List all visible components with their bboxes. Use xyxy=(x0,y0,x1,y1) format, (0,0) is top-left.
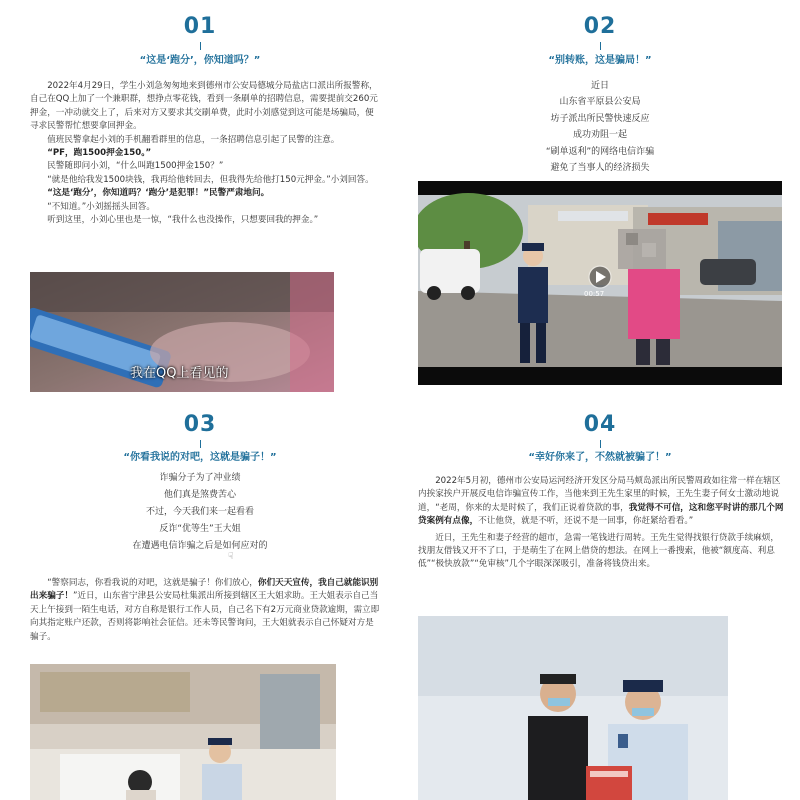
paragraph-part: 2022年5月初，德州市公安局运河经济开发区分局马颊岛派出所民警周政如往常一样在辖区内挨家挨户开展反电信诈骗宣传工作，当他来到王先生家里的时候，王先生妻子何女士激动地说道，“老周，你来的太是时候了，我们正说着贷款的事， xyxy=(418,476,781,513)
hand-icon: ☟ xyxy=(228,552,234,562)
section-subtitle: “你看我说的对吧，这就是骗子！” xyxy=(123,452,277,463)
video-duration: 00:57 xyxy=(584,290,605,298)
paragraph: “就是他给我发1500块钱，我再给他转回去，但我得先给他打150元押金。”小刘回答。 xyxy=(47,174,374,185)
intro-line: 避免了当事人的经济损失 xyxy=(550,163,650,174)
video-caption: 我在QQ上看见的 xyxy=(130,366,229,381)
section-04 xyxy=(400,400,800,800)
quote-bold: “这是‘跑分’，你知道吗？‘跑分’是犯罪！”民警严肃地问。 xyxy=(47,188,270,199)
street-scene-image xyxy=(418,181,782,385)
number-divider xyxy=(200,440,201,448)
paragraph: 近日，王先生和妻子经营的超市，急需一笔钱进行周转。王先生觉得找银行贷款手续麻烦，找朋友借钱又开不了口，于是萌生了在网上借贷的想法。在网上一番搜索，他被“额度高、利息低”“极快放款”“免审核”几个字眼深深吸引，准备将钱贷出来。 xyxy=(418,532,779,570)
paragraph-part: 不让他贷，就是不听，还说不是一回事，你赶紧给看看。” xyxy=(478,516,694,527)
intro-line: 坊子派出所民警快速反应 xyxy=(550,113,650,124)
officer-and-man-image xyxy=(418,616,728,800)
section-number: 01 xyxy=(183,14,217,39)
article-body xyxy=(30,577,382,644)
paragraph-part: ”近日，山东省宁津县公安局杜集派出所接到辖区王大姐求助。王大姐表示自己当天上午接到一陌生电话，对方自称是银行工作人员，自己名下有2万元商业贷款逾期，需立即向其指定账户还款，否则将影响社会征信。还未等民警询问，王大姐就表示自己怀疑对方是骗子。 xyxy=(30,591,380,642)
section-02 xyxy=(400,0,800,400)
police-badge-icon xyxy=(618,734,628,748)
section-number: 04 xyxy=(583,412,617,437)
intro-line: 山东省平原县公安局 xyxy=(559,97,641,108)
paragraph-part: “警察同志，你看我说的对吧，这就是骗子！你们放心， xyxy=(47,578,258,588)
paragraph: 值班民警拿起小刘的手机翻看群里的信息，一条招聘信息引起了民警的注意。 xyxy=(47,134,340,145)
paragraph: 民警随即问小刘，“什么叫跑1500押金150？” xyxy=(47,161,224,172)
intro-line: 不过，今天我们来一起看看 xyxy=(145,507,254,517)
intro-line: 近日 xyxy=(590,81,609,91)
number-divider xyxy=(600,42,601,50)
section-01 xyxy=(0,0,400,400)
loan-check-photo xyxy=(418,616,728,800)
play-icon xyxy=(589,266,611,288)
article-body xyxy=(418,475,784,572)
article-body xyxy=(30,80,382,227)
section-03 xyxy=(0,400,400,800)
quote-bold: “PF，跑1500押金150。” xyxy=(47,148,152,159)
intro-line: 成功劝阻一起 xyxy=(572,130,627,141)
video-still-phone[interactable] xyxy=(30,272,334,392)
intro-line: 他们真是煞费苦心 xyxy=(163,490,236,500)
intro-line: 反诈“优等生”王大姐 xyxy=(159,524,241,534)
intro-line: 在遭遇电信诈骗之后是如何应对的 xyxy=(132,541,268,551)
number-divider xyxy=(600,440,601,448)
paragraph: 听到这里，小刘心里也是一惊，“我什么也没操作，只想要回我的押金。” xyxy=(47,215,319,226)
intro-lines xyxy=(80,470,320,555)
intro-line: 诈骗分子为了冲业绩 xyxy=(159,473,241,483)
police-office-image xyxy=(30,664,336,800)
number-divider xyxy=(200,42,201,50)
paragraph: 2022年4月29日，学生小刘急匆匆地来到德州市公安局德城分局盐店口派出所报警称，自己在QQ上加了一个兼职群，想挣点零花钱，看到一条刷单的招聘信息，需要提前交260元押金，一冲动就交上了，后来对方又要求其交刷单费，此时小刘感觉到这可能是场骗局，便寻求民警帮忙想要拿回押金。 xyxy=(30,81,378,132)
section-subtitle: “这是‘跑分’，你知道吗？” xyxy=(139,55,261,66)
intro-lines xyxy=(490,78,710,176)
section-subtitle: “幸好你来了，不然就被骗了！” xyxy=(528,452,672,463)
section-number: 03 xyxy=(183,412,217,437)
paragraph: “不知道。”小刘摇摇头回答。 xyxy=(47,201,155,212)
video-player[interactable] xyxy=(418,181,782,385)
intro-line: “刷单返利”的网络电信诈骗 xyxy=(545,146,655,157)
paragraph-bold: 我觉得不可信，这和您平时讲的那几个网贷案例有点像， xyxy=(418,502,784,527)
section-number: 02 xyxy=(583,14,617,39)
section-subtitle: “别转账，这是骗局！” xyxy=(548,55,652,66)
office-photo xyxy=(30,664,336,800)
paragraph-bold: 你们天天宣传，我自己就能识别出来骗子！ xyxy=(30,578,379,602)
